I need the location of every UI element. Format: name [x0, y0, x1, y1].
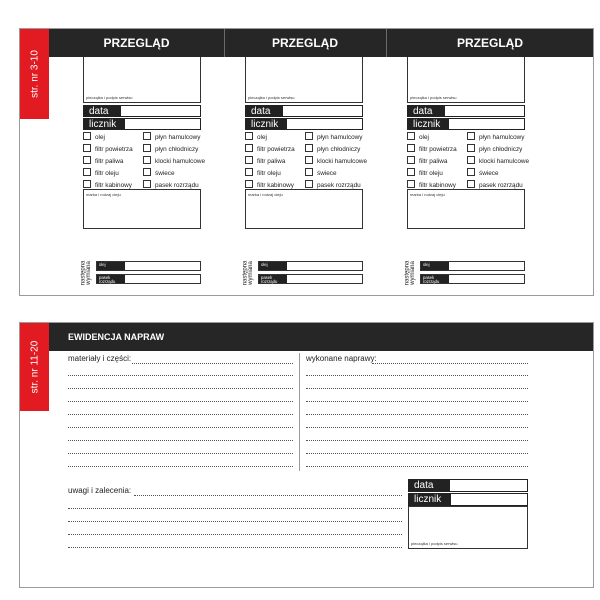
- materials-line[interactable]: [68, 401, 293, 402]
- checklist-item[interactable]: [467, 132, 524, 142]
- next-oil-field[interactable]: [258, 261, 363, 271]
- next-label: następna: [404, 260, 411, 286]
- next-oil-field[interactable]: [96, 261, 201, 271]
- work-line[interactable]: [306, 466, 528, 467]
- remarks-line[interactable]: [68, 508, 402, 509]
- materials-line[interactable]: [68, 427, 293, 428]
- date-label: data: [408, 106, 445, 116]
- checklist-label: pasek rozrządu: [479, 182, 523, 189]
- column-title: PRZEGLĄD: [457, 36, 523, 50]
- stamp-box[interactable]: [245, 57, 363, 103]
- stamp-label: pieczątka i podpis serwisu: [86, 95, 133, 100]
- checklist-item[interactable]: [143, 144, 198, 154]
- next-row-label: pasek rozrządu: [97, 275, 125, 283]
- checklist-item[interactable]: [83, 144, 133, 154]
- oil-notes-box[interactable]: [407, 189, 525, 229]
- stamp-label: pieczątka i podpis serwisu: [410, 95, 457, 100]
- checkbox[interactable]: [143, 132, 151, 140]
- next-row-label: olej: [97, 262, 125, 270]
- materials-line[interactable]: [68, 375, 293, 376]
- checkbox[interactable]: [143, 180, 151, 188]
- column-title: PRZEGLĄD: [103, 36, 170, 50]
- checklist-label: klocki hamulcowe: [155, 158, 206, 165]
- page-range-label: str. nr 3-10: [29, 50, 40, 98]
- column-title: PRZEGLĄD: [272, 36, 338, 50]
- work-label: wykonane naprawy:: [306, 354, 377, 363]
- next-belt-field[interactable]: [96, 274, 201, 284]
- checklist-label: pasek rozrządu: [155, 182, 199, 189]
- date-label: data: [409, 480, 450, 491]
- mileage-label: licznik: [409, 494, 451, 505]
- checkbox[interactable]: [245, 132, 253, 140]
- checklist-item[interactable]: [467, 168, 499, 178]
- checklist-label: olej: [257, 134, 267, 141]
- next-label: wymiana: [247, 261, 254, 285]
- checklist-label: filtr powietrza: [95, 146, 133, 153]
- checklist-item[interactable]: [83, 132, 105, 142]
- next-change-section: [404, 260, 525, 286]
- checkbox[interactable]: [407, 168, 415, 176]
- checklist-item[interactable]: [83, 168, 119, 178]
- checkbox[interactable]: [305, 132, 313, 140]
- checkbox[interactable]: [407, 180, 415, 188]
- next-row-label: olej: [421, 262, 449, 270]
- oil-label: marka i rodzaj oleju: [86, 192, 121, 197]
- checklist-item[interactable]: [407, 168, 443, 178]
- remarks-line[interactable]: [134, 495, 402, 496]
- page-range-tab: [20, 29, 49, 119]
- page-title: EWIDENCJA NAPRAW: [68, 332, 165, 342]
- stamp-label: pieczątka i podpis serwisu: [248, 95, 295, 100]
- checklist-label: świece: [479, 170, 499, 177]
- inspection-column: [80, 57, 206, 287]
- materials-line[interactable]: [68, 414, 293, 415]
- materials-label: materiały i części:: [68, 354, 132, 363]
- date-field[interactable]: [408, 479, 528, 492]
- checklist-label: płyn chłodniczy: [317, 146, 361, 153]
- checklist-item[interactable]: [143, 132, 200, 142]
- oil-notes-box[interactable]: [83, 189, 201, 229]
- checklist-item[interactable]: [407, 144, 457, 154]
- next-change-section: [242, 260, 363, 286]
- inspection-page: [19, 28, 594, 296]
- checkbox[interactable]: [245, 156, 253, 164]
- next-belt-field[interactable]: [420, 274, 525, 284]
- remarks-line[interactable]: [68, 534, 402, 535]
- checklist-label: płyn chłodniczy: [479, 146, 523, 153]
- work-line[interactable]: [306, 401, 528, 402]
- checklist-item[interactable]: [245, 132, 267, 142]
- oil-notes-box[interactable]: [245, 189, 363, 229]
- mileage-field[interactable]: [407, 118, 525, 130]
- checkbox[interactable]: [143, 144, 151, 152]
- checklist-label: świece: [155, 170, 175, 177]
- next-row-label: olej: [259, 262, 287, 270]
- checkbox[interactable]: [305, 180, 313, 188]
- oil-label: marka i rodzaj oleju: [410, 192, 445, 197]
- checklist-label: filtr paliwa: [419, 158, 448, 165]
- mileage-field[interactable]: [408, 493, 528, 506]
- checkbox[interactable]: [305, 156, 313, 164]
- work-line[interactable]: [372, 363, 528, 364]
- next-row-label: pasek rozrządu: [421, 275, 449, 283]
- checklist-item[interactable]: [83, 156, 123, 166]
- checkbox[interactable]: [83, 180, 91, 188]
- checkbox[interactable]: [83, 132, 91, 140]
- checklist-label: filtr paliwa: [257, 158, 286, 165]
- stamp-label: pieczątka i podpis serwisu: [411, 541, 458, 546]
- mileage-label: licznik: [84, 119, 125, 129]
- mileage-field[interactable]: [245, 118, 363, 130]
- work-line[interactable]: [306, 414, 528, 415]
- checklist-label: klocki hamulcowe: [317, 158, 368, 165]
- next-change-section: [80, 260, 201, 286]
- checkbox[interactable]: [143, 156, 151, 164]
- date-field[interactable]: [245, 105, 363, 117]
- checkbox[interactable]: [83, 168, 91, 176]
- checklist-label: pasek rozrządu: [317, 182, 361, 189]
- checkbox[interactable]: [407, 156, 415, 164]
- checkbox[interactable]: [407, 144, 415, 152]
- work-line[interactable]: [306, 453, 528, 454]
- checklist-label: płyn chłodniczy: [155, 146, 199, 153]
- checklist-label: świece: [317, 170, 337, 177]
- column-divider: [299, 353, 300, 471]
- next-label: następna: [242, 260, 249, 286]
- checklist-label: olej: [419, 134, 429, 141]
- checklist-label: płyn hamulcowy: [155, 134, 201, 141]
- date-field[interactable]: [407, 105, 525, 117]
- work-line[interactable]: [306, 427, 528, 428]
- work-line[interactable]: [306, 375, 528, 376]
- checklist-item[interactable]: [245, 168, 281, 178]
- checkbox[interactable]: [467, 144, 475, 152]
- checkbox[interactable]: [305, 168, 313, 176]
- date-field[interactable]: [83, 105, 201, 117]
- stamp-box[interactable]: [408, 506, 528, 549]
- checklist-label: filtr powietrza: [257, 146, 295, 153]
- next-label: wymiana: [85, 261, 92, 285]
- mileage-label: licznik: [408, 119, 449, 129]
- materials-line[interactable]: [132, 363, 293, 364]
- materials-line[interactable]: [68, 453, 293, 454]
- remarks-line[interactable]: [68, 547, 402, 548]
- checklist-item[interactable]: [305, 132, 362, 142]
- checklist-item[interactable]: [305, 144, 360, 154]
- checklist-item[interactable]: [305, 168, 337, 178]
- checkbox[interactable]: [467, 156, 475, 164]
- checkbox[interactable]: [407, 132, 415, 140]
- materials-line[interactable]: [68, 440, 293, 441]
- checklist-item[interactable]: [467, 144, 522, 154]
- work-line[interactable]: [306, 388, 528, 389]
- checklist-item[interactable]: [143, 156, 205, 166]
- checklist-label: filtr oleju: [419, 170, 443, 177]
- checklist-label: płyn hamulcowy: [479, 134, 525, 141]
- checkbox[interactable]: [245, 144, 253, 152]
- checklist-label: filtr kabinowy: [95, 182, 132, 189]
- repair-record-page: [19, 322, 594, 588]
- checkbox[interactable]: [305, 144, 313, 152]
- checkbox[interactable]: [467, 132, 475, 140]
- materials-line[interactable]: [68, 466, 293, 467]
- date-label: data: [84, 106, 121, 116]
- remarks-label: uwagi i zalecenia:: [68, 486, 132, 495]
- checklist-label: filtr powietrza: [419, 146, 457, 153]
- checklist-label: filtr kabinowy: [419, 182, 456, 189]
- checklist-label: filtr kabinowy: [257, 182, 294, 189]
- remarks-line[interactable]: [68, 521, 402, 522]
- checkbox[interactable]: [245, 168, 253, 176]
- mileage-field[interactable]: [83, 118, 201, 130]
- inspection-column: [404, 57, 530, 287]
- checklist-item[interactable]: [143, 168, 175, 178]
- checklist-label: filtr oleju: [95, 170, 119, 177]
- checklist-label: płyn hamulcowy: [317, 134, 363, 141]
- header-divider: [224, 29, 225, 57]
- checklist-item[interactable]: [245, 156, 285, 166]
- checklist-label: filtr oleju: [257, 170, 281, 177]
- header-divider: [386, 29, 387, 57]
- checklist-item[interactable]: [245, 144, 295, 154]
- next-belt-field[interactable]: [258, 274, 363, 284]
- checklist-label: olej: [95, 134, 105, 141]
- page-range-tab: [20, 323, 49, 411]
- checklist-label: filtr paliwa: [95, 158, 124, 165]
- materials-line[interactable]: [68, 388, 293, 389]
- work-line[interactable]: [306, 440, 528, 441]
- checkbox[interactable]: [83, 156, 91, 164]
- checklist-item[interactable]: [407, 132, 429, 142]
- page-range-label: str. nr 11-20: [29, 340, 40, 394]
- checklist-item[interactable]: [467, 156, 529, 166]
- checkbox[interactable]: [143, 168, 151, 176]
- mileage-label: licznik: [246, 119, 287, 129]
- stamp-box[interactable]: [83, 57, 201, 103]
- next-row-label: pasek rozrządu: [259, 275, 287, 283]
- checklist-item[interactable]: [407, 156, 447, 166]
- checkbox[interactable]: [83, 144, 91, 152]
- checklist-item[interactable]: [305, 156, 367, 166]
- stamp-box[interactable]: [407, 57, 525, 103]
- checkbox[interactable]: [245, 180, 253, 188]
- checkbox[interactable]: [467, 180, 475, 188]
- inspection-column: [242, 57, 368, 287]
- next-label: wymiana: [409, 261, 416, 285]
- checkbox[interactable]: [467, 168, 475, 176]
- oil-label: marka i rodzaj oleju: [248, 192, 283, 197]
- next-oil-field[interactable]: [420, 261, 525, 271]
- date-label: data: [246, 106, 283, 116]
- checklist-label: klocki hamulcowe: [479, 158, 530, 165]
- next-label: następna: [80, 260, 87, 286]
